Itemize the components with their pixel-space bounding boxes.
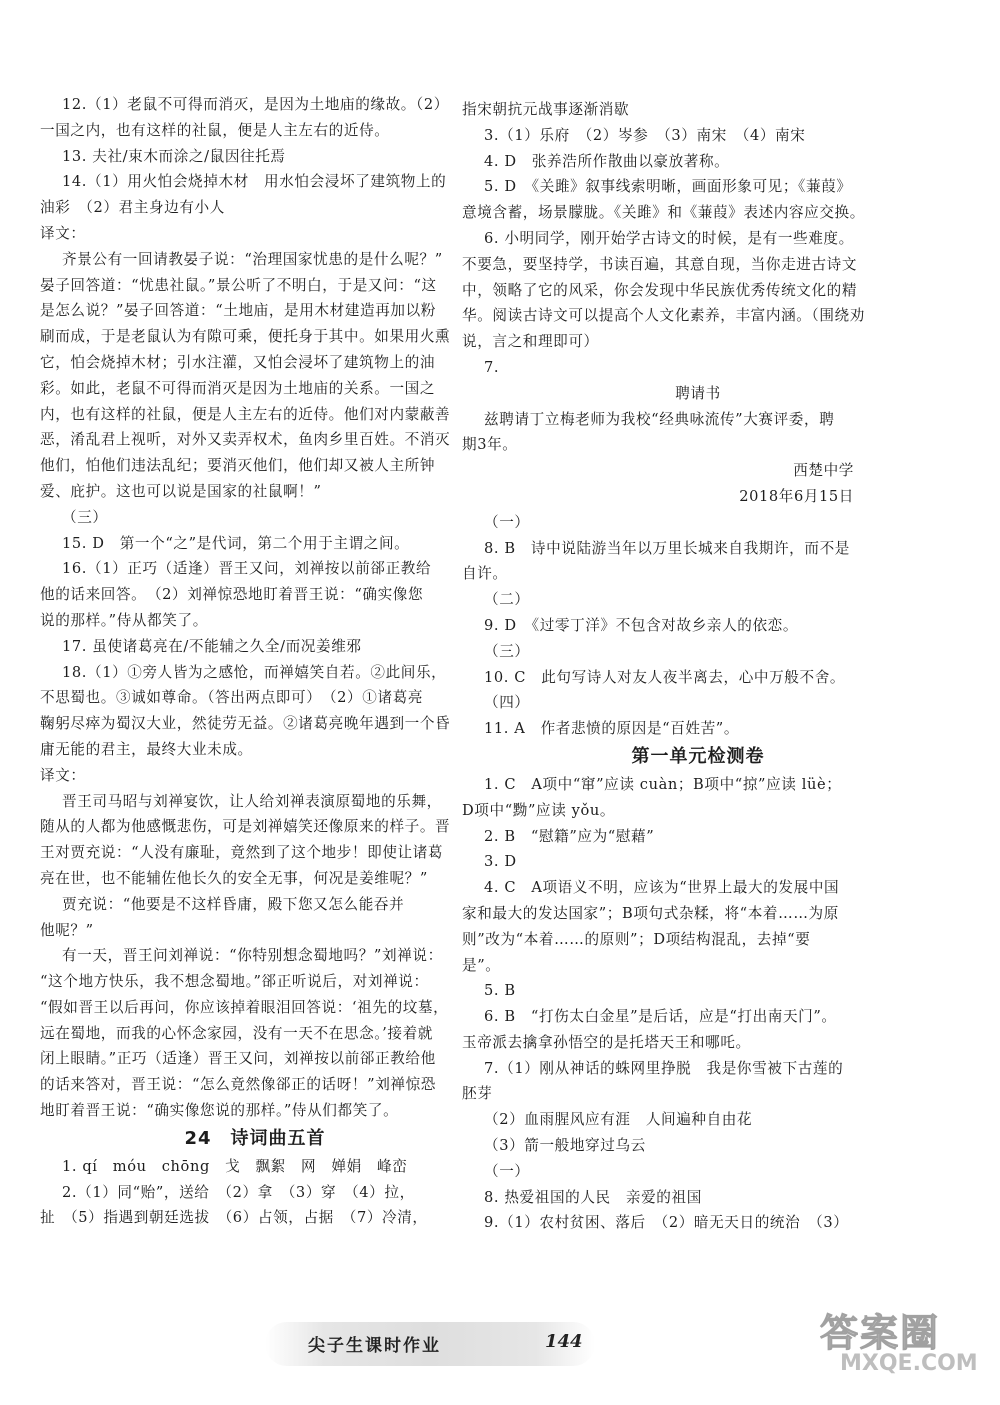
page-number: 144 bbox=[545, 1331, 583, 1352]
text-line: 彩。如此，老鼠不可得而消灭是因为土地庙的关系。一国之 bbox=[40, 379, 436, 397]
text-line: 7. bbox=[484, 358, 500, 376]
text-line: 胚芽 bbox=[462, 1085, 493, 1103]
text-line: 4. D 张养浩所作散曲以豪放著称。 bbox=[484, 152, 730, 170]
text-line: 译文： bbox=[40, 224, 86, 242]
text-line: 说，言之和理即可） bbox=[462, 333, 599, 351]
text-line: 18.（1）①旁人皆为之感怆，而禅嬉笑自若。②此间乐， bbox=[62, 663, 447, 681]
section-title: 24 诗词曲五首 bbox=[184, 1127, 326, 1149]
text-line: 3.（1）乐府 （2）岑参 （3）南宋 （4）南宋 bbox=[484, 126, 806, 144]
text-line: 5. B bbox=[484, 982, 516, 1000]
text-line: （三） bbox=[484, 642, 530, 660]
watermark-url: MXQE.COM bbox=[840, 1351, 978, 1376]
text-line: 闭上眼睛。”正巧（适逢）晋王又问，刘禅按以前郤正教给他 bbox=[40, 1050, 436, 1068]
watermark-logo: 答案圈 bbox=[820, 1311, 941, 1355]
text-line: 7.（1）刚从神话的蛛网里挣脱 我是你雪被下古莲的 bbox=[484, 1059, 844, 1077]
text-line: 10. C 此句写诗人对友人夜半离去，心中万般不舍。 bbox=[484, 668, 846, 686]
text-line: 8. B 诗中说陆游当年以万里长城来自我期许，而不是 bbox=[484, 539, 850, 557]
text-line: 刷而成，于是老鼠认为有隙可乘，便托身于其中。如果用火熏 bbox=[40, 328, 451, 346]
text-line: 指宋朝抗元战事逐渐消歇 bbox=[462, 101, 630, 118]
text-line: 是”。 bbox=[462, 956, 501, 974]
text-line: （二） bbox=[484, 591, 530, 609]
text-line: 2. B “慰籍”应为“慰藉” bbox=[484, 827, 655, 845]
text-line: （一） bbox=[484, 1162, 530, 1180]
text-line: 译文： bbox=[40, 766, 86, 784]
text-line: （四） bbox=[484, 694, 530, 712]
text-line: 11. A 作者悲愤的原因是“百姓苦”。 bbox=[484, 720, 740, 738]
text-line: 3. D bbox=[484, 853, 517, 871]
text-line: 6. B “打伤太白金星”是后话，应是“打出南天门”。 bbox=[484, 1008, 837, 1026]
text-line: “假如晋王以后再问，你应该掉着眼泪回答说：‘祖先的坟墓， bbox=[40, 998, 449, 1016]
text-line: 一国之内，也有这样的社鼠，便是人主左右的近侍。 bbox=[40, 121, 390, 139]
text-line: 它，怕会烧掉木材；引水注灌，又怕会浸坏了建筑物上的油 bbox=[40, 353, 436, 371]
text-line: 齐景公有一回请教晏子说：“治理国家忧患的是什么呢？” bbox=[62, 250, 443, 268]
text-line: 远在蜀地，而我的心怀念家园，没有一天不在思念。’接着就 bbox=[40, 1024, 433, 1042]
text-line: 恶，淆乱君上视听，对外又卖弄权术，鱼肉乡里百姓。不消灭 bbox=[40, 431, 451, 449]
text-line: 1. qí móu chōng 戈 飘絮 网 婵娟 峰峦 bbox=[62, 1157, 408, 1175]
text-line: （2）血雨腥风应有涯 人间遍种自由花 bbox=[484, 1111, 753, 1129]
text-line: 晏子回答道：“忧患社鼠。”景公听了不明白，于是又问：“这 bbox=[40, 276, 437, 294]
text-line: 6. 小明同学，刚开始学古诗文的时候，是有一些难度。 bbox=[484, 229, 854, 247]
watermark bbox=[820, 1302, 990, 1402]
right-column bbox=[462, 97, 934, 1236]
text-line: （3）箭一般地穿过乌云 bbox=[484, 1137, 646, 1155]
text-line: 是怎么说？”晏子回答道：“土地庙，是用木材建造再加以粉 bbox=[40, 302, 436, 320]
text-line: D项中“黝”应读 yǒu。 bbox=[462, 801, 616, 819]
text-line: 王对贾充说：“人没有廉耻，竟然到了这个地步！即使让诸葛 bbox=[40, 844, 444, 862]
text-line: “这个地方快乐，我不想念蜀地。”郤正听说后，对刘禅说： bbox=[40, 973, 429, 991]
text-line: 爱、庇护。这也可以说是国家的社鼠啊！” bbox=[40, 482, 322, 500]
text-line: 内，也有这样的社鼠，便是人主左右的近侍。他们对内蒙蔽善 bbox=[40, 405, 451, 423]
text-line: 意境含蓄，场景朦胧。《关雎》和《蒹葭》表述内容应交换。 bbox=[462, 204, 865, 222]
text-line: 晋王司马昭与刘禅宴饮，让人给刘禅表演原蜀地的乐舞， bbox=[62, 792, 442, 810]
text-line: 聘请书 bbox=[675, 384, 721, 402]
text-line: 他们，怕他们违法乱纪；要消灭他们，他们却又被人主所钟 bbox=[40, 457, 436, 475]
text-line: 1. C A项中“窜”应读 cuàn；B项中“掠”应读 lüè； bbox=[484, 775, 842, 793]
section-title: 第一单元检测卷 bbox=[631, 745, 765, 767]
text-line: 16.（1）正巧（适逢）晋王又问，刘禅按以前郤正教给 bbox=[62, 560, 432, 578]
text-line: 鞠躬尽瘁为蜀汉大业，然徒劳无益。②诸葛亮晚年遇到一个昏 bbox=[40, 715, 451, 733]
text-line: 兹聘请丁立梅老师为我校“经典咏流传”大赛评委，聘 bbox=[484, 410, 835, 428]
text-line: 13. 夫社/束木而涂之/鼠因往托焉 bbox=[62, 147, 286, 165]
text-line: 9. D 《过零丁洋》不包含对故乡亲人的依恋。 bbox=[484, 616, 799, 634]
text-line: （一） bbox=[484, 513, 530, 531]
footer-banner bbox=[265, 1322, 595, 1366]
footer-label: 尖子生课时作业 bbox=[308, 1336, 441, 1356]
text-line: 14.（1）用火怕会烧掉木材 用水怕会浸坏了建筑物上的 bbox=[62, 173, 447, 191]
text-line: 他的话来回答。 （2）刘禅惊恐地盯着晋王说：“确实像您 bbox=[40, 586, 424, 604]
text-line: 有一天，晋王问刘禅说：“你特别想念蜀地吗？”刘禅说： bbox=[62, 947, 443, 965]
text-line: （三） bbox=[62, 508, 108, 526]
text-line: 说的那样。”侍从都笑了。 bbox=[40, 611, 208, 629]
text-line: 2.（1）同“贻”，送给 （2）拿 （3）穿 （4）拉， bbox=[62, 1183, 415, 1201]
text-line: 15. D 第一个“之”是代词，第二个用于主谓之间。 bbox=[62, 534, 410, 552]
text-line: 则”改为“本着……的原则”；D项结构混乱，去掉“要 bbox=[462, 930, 811, 948]
text-line: 华。阅读古诗文可以提高个人文化素养，丰富内涵。（围绕劝 bbox=[462, 307, 865, 325]
text-line: 油彩 （2）君主身边有小人 bbox=[40, 199, 225, 217]
text-line: 扯 （5）指遇到朝廷选拔 （6）占领，占据 （7）冷清， bbox=[40, 1209, 428, 1227]
text-line: 贾充说：“他要是不这样昏庸，殿下您又怎么能吞并 bbox=[62, 895, 405, 913]
text-line: 庸无能的君主，最终大业未成。 bbox=[40, 740, 253, 758]
text-line: 他呢？” bbox=[40, 921, 94, 939]
text-line: 中，领略了它的风采，你会发现中华民族优秀传统文化的精 bbox=[462, 281, 858, 299]
text-line: 西楚中学 bbox=[793, 462, 854, 480]
text-line: 不思蜀也。③诚如尊命。（答出两点即可） （2）①诸葛亮 bbox=[40, 689, 424, 707]
text-line: 家和最大的发达国家”；B项句式杂糅，将“本着……为原 bbox=[462, 904, 839, 922]
text-line: 玉帝派去擒拿孙悟空的是托塔天王和哪吒。 bbox=[462, 1033, 751, 1051]
text-line: 期3年。 bbox=[462, 436, 518, 454]
text-line: 4. C A项语义不明，应该为“世界上最大的发展中国 bbox=[484, 879, 840, 897]
text-line: 亮在世，也不能辅佐他长久的安全无事，何况是姜维呢？” bbox=[40, 869, 428, 887]
text-line: 的话来答对，晋王说：“怎么竟然像郤正的话呀！”刘禅惊恐 bbox=[40, 1076, 436, 1094]
text-line: 2018年6月15日 bbox=[739, 487, 854, 505]
text-line: 不要急，要坚持学，书读百遍，其意自现，当你走进古诗文 bbox=[462, 255, 858, 273]
left-column bbox=[40, 92, 470, 1231]
text-line: 12.（1）老鼠不可得而消灭，是因为土地庙的缘故。（2） bbox=[62, 96, 449, 113]
text-line: 自许。 bbox=[462, 565, 508, 583]
text-line: 17. 虽使诸葛亮在/不能辅之久全/而况姜维邪 bbox=[62, 637, 362, 655]
text-line: 9.（1）农村贫困、落后 （2）暗无天日的统治 （3） bbox=[484, 1214, 849, 1232]
text-line: 8. 热爱祖国的人民 亲爱的祖国 bbox=[484, 1188, 702, 1206]
text-line: 地盯着晋王说：“确实像您说的那样。”侍从们都笑了。 bbox=[40, 1102, 399, 1120]
text-line: 随从的人都为他感慨悲伤，可是刘禅嬉笑还像原来的样子。晋 bbox=[40, 818, 451, 836]
text-line: 5. D 《关雎》叙事线索明晰，画面形象可见；《蒹葭》 bbox=[484, 178, 852, 196]
